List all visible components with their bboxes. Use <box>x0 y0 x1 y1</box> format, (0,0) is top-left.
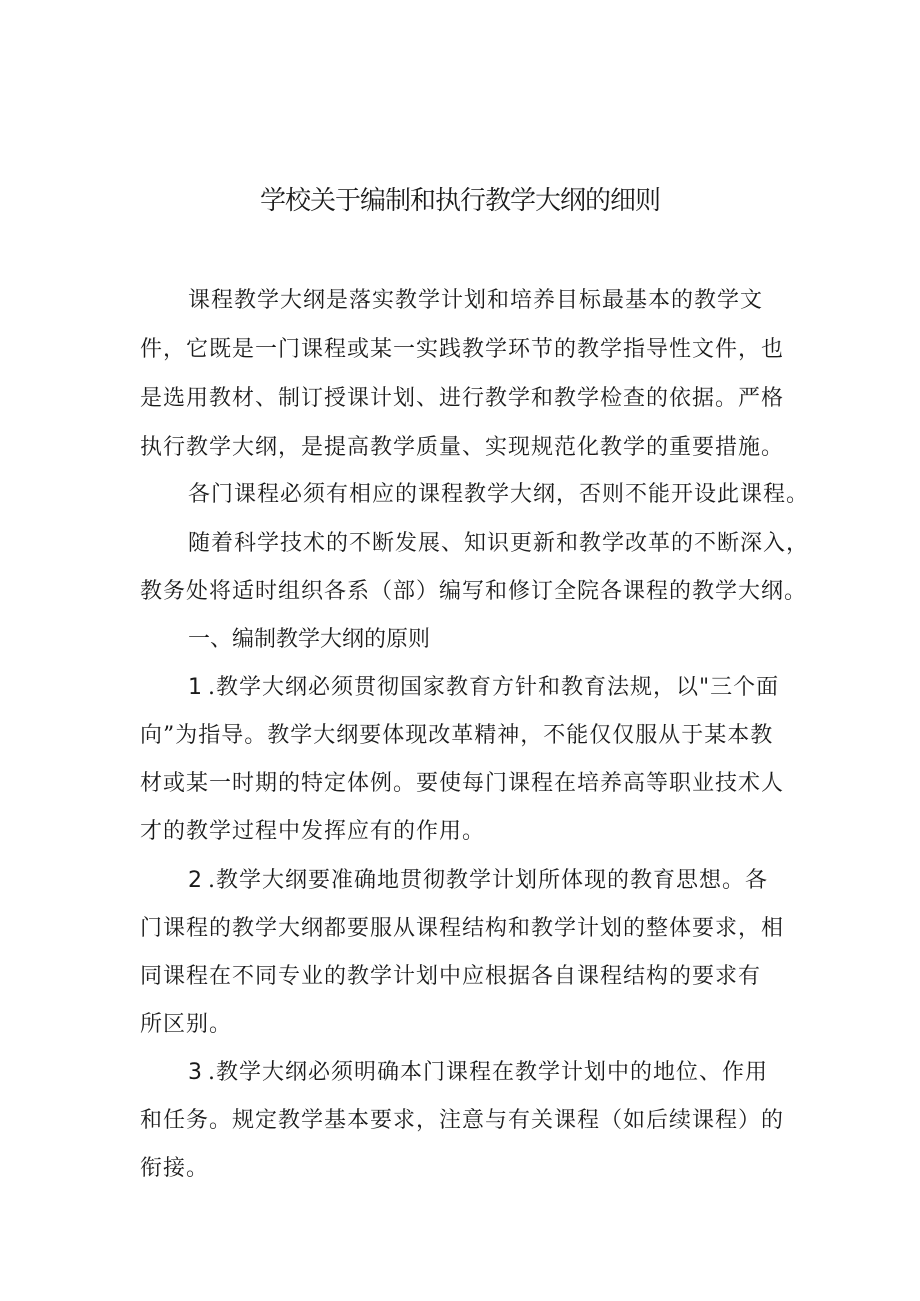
item-1-line: 才的教学过程中发挥应有的作用。 <box>140 819 486 844</box>
item-number: 1 <box>188 675 202 700</box>
intro-line: 执行教学大纲，是提高教学质量、实现规范化教学的重要措施。 <box>140 435 785 460</box>
item-number: 3 <box>188 1060 202 1085</box>
item-2-line: 同课程在不同专业的教学计划中应根据各自课程结构的要求有 <box>140 964 762 989</box>
item-text: .教学大纲必须贯彻国家教育方针和教育法规，以"三个面 <box>208 675 780 700</box>
paragraph-2: 各门课程必须有相应的课程教学大纲，否则不能开设此课程。 <box>188 482 810 507</box>
item-text: .教学大纲要准确地贯彻教学计划所体现的教育思想。各 <box>208 868 768 893</box>
item-1-line <box>188 670 779 701</box>
paragraph-3-line: 随着科学技术的不断发展、知识更新和教学改革的不断深入， <box>188 531 810 556</box>
document-body <box>140 0 810 1301</box>
intro-line: 是选用教材、制订授课计划、进行教学和教学检查的依据。严格 <box>140 386 785 411</box>
section-heading: 一、编制教学大纲的原则 <box>188 627 431 652</box>
item-3-line: 衔接。 <box>140 1156 210 1181</box>
page-title: 学校关于编制和执行教学大纲的细则 <box>259 186 660 216</box>
item-1-line: 向”为指导。教学大纲要体现改革精神，不能仅仅服从于某本教 <box>140 723 774 748</box>
item-1-line: 材或某一时期的特定体例。要使每门课程在培养高等职业技术人 <box>140 771 785 796</box>
item-2-line <box>188 863 768 894</box>
item-text: .教学大纲必须明确本门课程在教学计划中的地位、作用 <box>208 1060 768 1085</box>
item-3-line <box>188 1055 768 1086</box>
item-3-line: 和任务。规定教学基本要求，注意与有关课程（如后续课程）的 <box>140 1108 785 1133</box>
item-number: 2 <box>188 868 202 893</box>
intro-line: 课程教学大纲是落实教学计划和培养目标最基本的教学文 <box>188 288 764 313</box>
item-2-line: 门课程的教学大纲都要服从课程结构和教学计划的整体要求，相 <box>140 916 785 941</box>
item-2-line: 所区别。 <box>140 1012 233 1037</box>
intro-line: 件，它既是一门课程或某一实践教学环节的教学指导性文件，也 <box>140 337 785 362</box>
paragraph-3-line: 教务处将适时组织各系（部）编写和修订全院各课程的教学大纲。 <box>140 579 808 604</box>
